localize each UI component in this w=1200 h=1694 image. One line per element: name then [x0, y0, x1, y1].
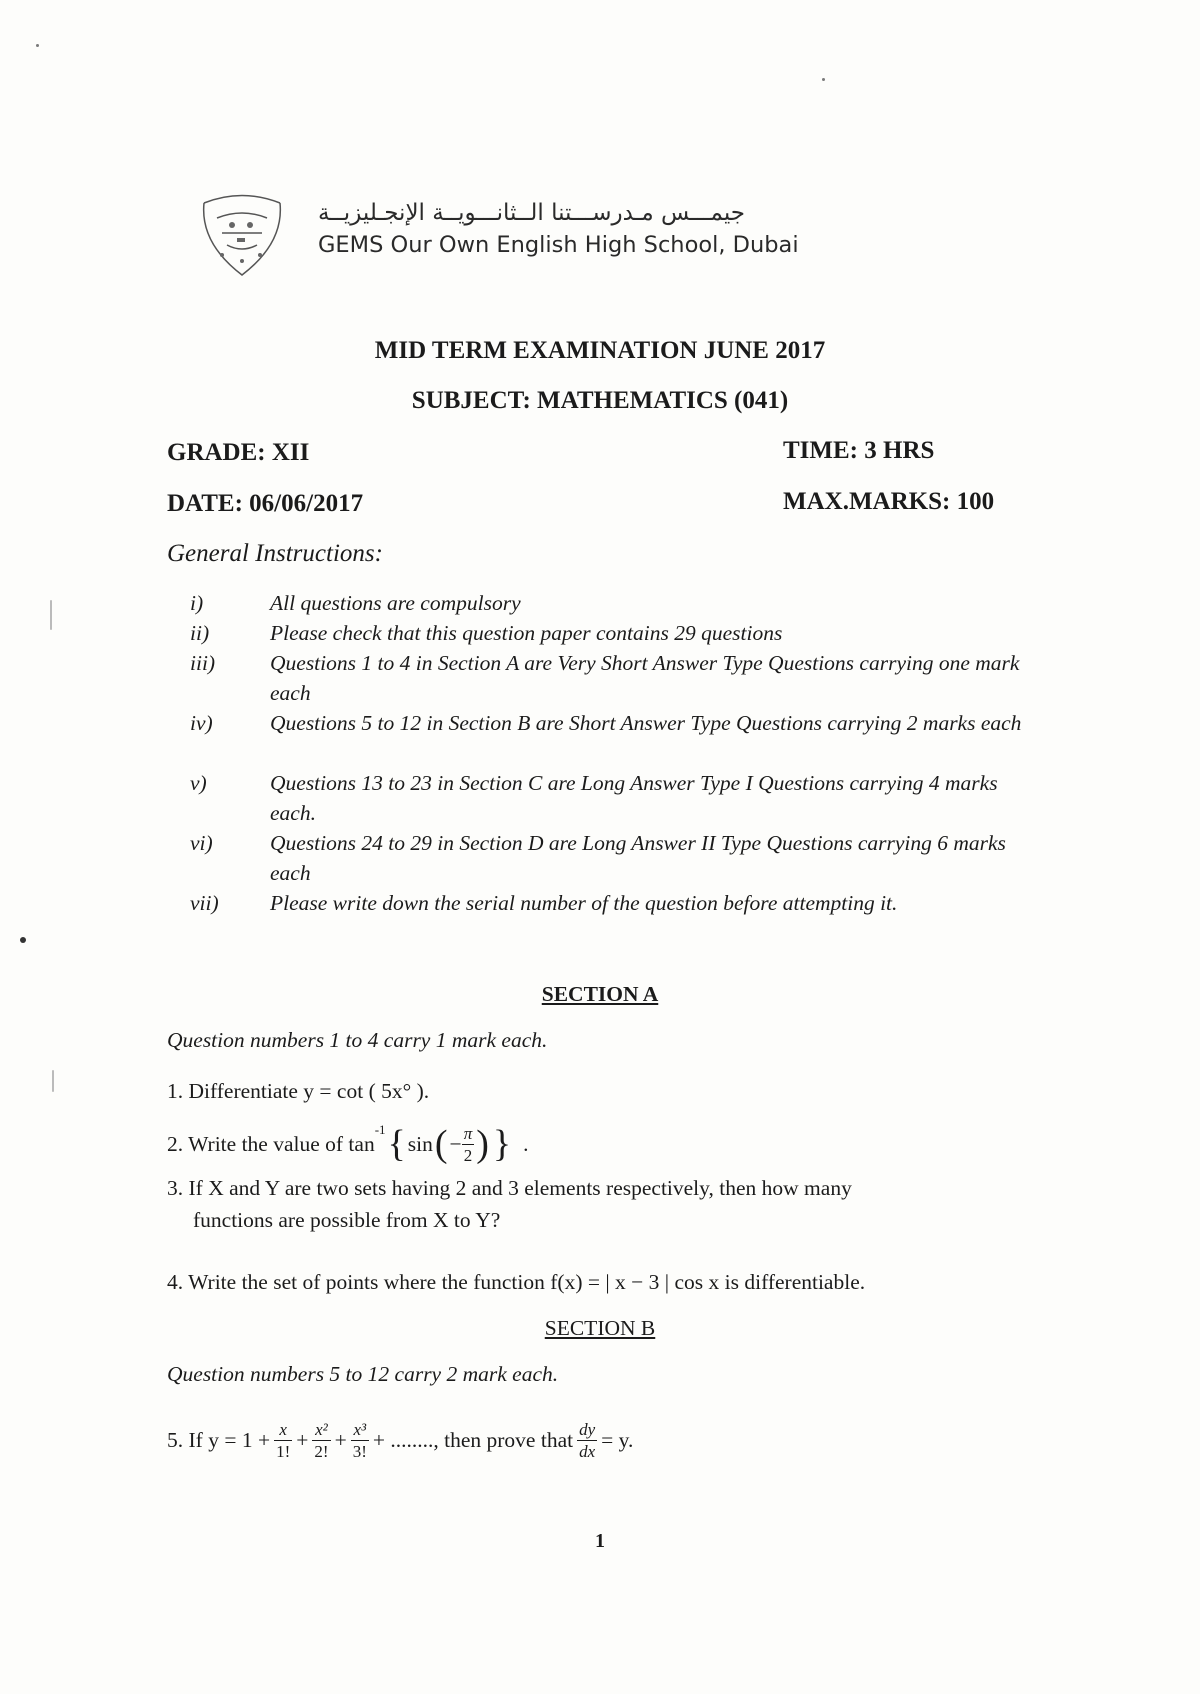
section-a-note: Question numbers 1 to 4 carry 1 mark each.: [167, 1028, 548, 1052]
question-2: 2. Write the value of tan $^{-1}$ { sin ( − $\frac{\pi}{2}$ ) } .: [167, 1122, 529, 1165]
page-number: 1: [595, 1530, 605, 1552]
scan-speck: [36, 44, 39, 47]
school-name-arabic: جيمـــس مـدرســـتنا الــثانـــويــة الإنجـليزيــة: [318, 200, 746, 226]
section-b-heading: SECTION B: [544, 1316, 656, 1340]
question-3-line-1: 3. If X and Y are two sets having 2 and 3 elements respectively, then how many: [167, 1176, 852, 1200]
section-a-heading: SECTION A: [541, 982, 659, 1006]
section-b-note: Question numbers 5 to 12 carry 2 mark each.: [167, 1362, 559, 1386]
question-4: 4. Write the set of points where the function f(x) = | x − 3 | cos x is differentiable.: [167, 1270, 866, 1294]
max-marks: MAX.MARKS: 100: [783, 488, 995, 515]
instructions-heading: General Instructions:: [167, 540, 383, 567]
question-5: 5. If y = 1 + $\frac{x}{1!}$ + $\frac{\text{x²}}{2!}$ + $\frac{\text{x³}}{3!}$ + ........, then prove that $\frac{dy}{dx}$ = y.: [167, 1419, 634, 1461]
grade: GRADE: XII: [167, 439, 310, 466]
scan-speck: [822, 78, 825, 81]
scan-speck: [20, 937, 26, 943]
time: TIME: 3 HRS: [783, 437, 935, 464]
question-3-line-2: functions are possible from X to Y?: [193, 1208, 501, 1232]
exam-title: MID TERM EXAMINATION JUNE 2017: [374, 337, 826, 364]
question-1: 1. Differentiate y = cot ( 5x° ).: [167, 1079, 430, 1103]
date: DATE: 06/06/2017: [167, 490, 364, 517]
scan-mark: [52, 1070, 54, 1092]
school-name-english: GEMS Our Own English High School, Dubai: [318, 232, 799, 258]
scan-mark: [50, 600, 52, 630]
school-crest-icon: [192, 183, 292, 283]
exam-subject: SUBJECT: MATHEMATICS (041): [411, 387, 789, 414]
